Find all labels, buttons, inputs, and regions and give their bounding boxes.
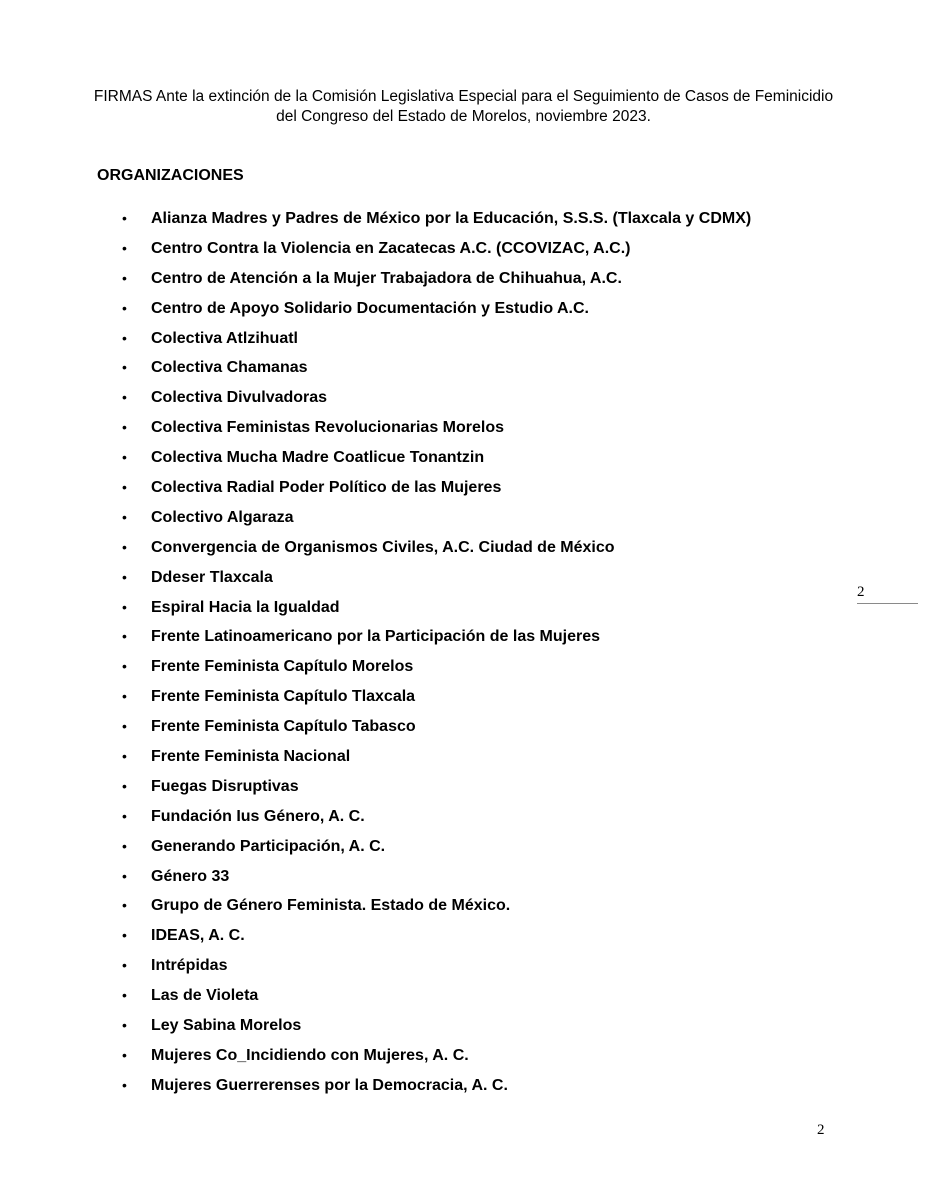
bullet-icon: • <box>122 210 127 226</box>
list-item <box>0 832 751 862</box>
bullet-icon: • <box>122 479 127 496</box>
bullet-icon: • <box>122 837 127 854</box>
list-item <box>0 712 751 742</box>
list-item <box>0 622 751 652</box>
organization-name: Frente Latinoamericano por la Participación de las Mujeres <box>151 628 601 646</box>
list-item <box>0 1011 751 1041</box>
organization-name: Alianza Madres y Padres de México por la Educación, S.S.S. (Tlaxcala y CDMX) <box>151 210 752 227</box>
list-item <box>0 1071 751 1101</box>
organization-name: Frente Feminista Nacional <box>151 748 351 766</box>
organization-name: Fundación Ius Género, A. C. <box>151 807 365 825</box>
list-item <box>0 862 751 892</box>
organization-name: Ley Sabina Morelos <box>151 1017 302 1035</box>
list-item <box>0 413 751 443</box>
bullet-icon: • <box>122 329 127 346</box>
bullet-icon: • <box>122 598 127 615</box>
list-item <box>0 204 751 234</box>
list-item <box>0 951 751 981</box>
section-title: ORGANIZACIONES <box>97 167 244 184</box>
organization-name: Centro Contra la Violencia en Zacatecas A.C. (CCOVIZAC, A.C.) <box>151 239 631 257</box>
list-item <box>0 802 751 832</box>
organization-name: Colectiva Radial Poder Político de las Mujeres <box>151 479 502 497</box>
organization-name: Fuegas Disruptivas <box>151 777 299 795</box>
side-marker-rule <box>857 603 918 604</box>
bullet-icon: • <box>122 688 127 705</box>
organization-name: Colectivo Algaraza <box>151 508 294 526</box>
organization-name: Centro de Apoyo Solidario Documentación y Estudio A.C. <box>151 299 589 317</box>
header-line-2: del Congreso del Estado de Morelos, noviembre 2023. <box>276 108 651 125</box>
bullet-icon: • <box>122 957 127 974</box>
bullet-icon: • <box>122 389 127 406</box>
organization-name: Colectiva Mucha Madre Coatlicue Tonantzin <box>151 449 485 467</box>
organization-name: Género 33 <box>151 867 230 885</box>
organization-name: Colectiva Atlzihuatl <box>151 329 298 347</box>
list-item <box>0 563 751 593</box>
organization-name: Frente Feminista Capítulo Tabasco <box>151 718 416 736</box>
bullet-icon: • <box>122 419 127 436</box>
list-item <box>0 353 751 383</box>
bullet-icon: • <box>122 538 127 555</box>
organization-name: Las de Violeta <box>151 987 259 1005</box>
header-line-1: FIRMAS Ante la extinción de la Comisión Legislativa Especial para el Seguimiento de Casos de Feminicidio <box>93 88 834 105</box>
organization-name: Intrépidas <box>151 957 228 975</box>
bullet-icon: • <box>122 359 127 376</box>
bullet-icon: • <box>122 449 127 466</box>
organization-name: Frente Feminista Capítulo Tlaxcala <box>151 688 416 706</box>
organization-name: Convergencia de Organismos Civiles, A.C. Ciudad de México <box>151 538 615 556</box>
organization-name: IDEAS, A. C. <box>151 927 245 945</box>
list-item <box>0 682 751 712</box>
bullet-icon: • <box>122 239 127 256</box>
bullet-icon: • <box>122 748 127 765</box>
list-item <box>0 443 751 473</box>
list-item <box>0 891 751 921</box>
list-item <box>0 981 751 1011</box>
list-item <box>0 1041 751 1071</box>
bullet-icon: • <box>122 1017 127 1034</box>
list-item <box>0 921 751 951</box>
list-item <box>0 503 751 533</box>
list-item <box>0 383 751 413</box>
bullet-icon: • <box>122 568 127 585</box>
organizations-list <box>0 204 751 1101</box>
organization-name: Colectiva Divulvadoras <box>151 389 328 407</box>
list-item <box>0 652 751 682</box>
list-item <box>0 742 751 772</box>
side-page-marker: 2 <box>857 584 865 600</box>
bullet-icon: • <box>122 718 127 735</box>
bullet-icon: • <box>122 269 127 286</box>
list-item <box>0 772 751 802</box>
list-item <box>0 533 751 563</box>
bullet-icon: • <box>122 1046 127 1063</box>
list-item <box>0 593 751 623</box>
organization-name: Mujeres Guerrerenses por la Democracia, A. C. <box>151 1076 508 1094</box>
organization-name: Frente Feminista Capítulo Morelos <box>151 658 414 676</box>
organization-name: Ddeser Tlaxcala <box>151 568 273 586</box>
organization-name: Generando Participación, A. C. <box>151 837 386 855</box>
organization-name: Espiral Hacia la Igualdad <box>151 598 340 616</box>
bullet-icon: • <box>122 867 127 884</box>
bullet-icon: • <box>122 299 127 316</box>
list-item <box>0 264 751 294</box>
organization-name: Centro de Atención a la Mujer Trabajadora de Chihuahua, A.C. <box>151 269 622 287</box>
bullet-icon: • <box>122 658 127 675</box>
page-number: 2 <box>817 1122 825 1138</box>
bullet-icon: • <box>122 777 127 794</box>
list-item <box>0 234 751 264</box>
organization-name: Colectiva Chamanas <box>151 359 308 377</box>
organization-name: Colectiva Feministas Revolucionarias Morelos <box>151 419 505 437</box>
organization-name: Grupo de Género Feminista. Estado de México. <box>151 897 511 915</box>
document-header <box>60 87 867 127</box>
bullet-icon: • <box>122 927 127 944</box>
bullet-icon: • <box>122 1076 127 1093</box>
organization-name: Mujeres Co_Incidiendo con Mujeres, A. C. <box>151 1046 469 1064</box>
list-item <box>0 324 751 354</box>
bullet-icon: • <box>122 897 127 914</box>
bullet-icon: • <box>122 987 127 1004</box>
list-item <box>0 294 751 324</box>
bullet-icon: • <box>122 508 127 525</box>
bullet-icon: • <box>122 628 127 645</box>
bullet-icon: • <box>122 807 127 824</box>
list-item <box>0 473 751 503</box>
